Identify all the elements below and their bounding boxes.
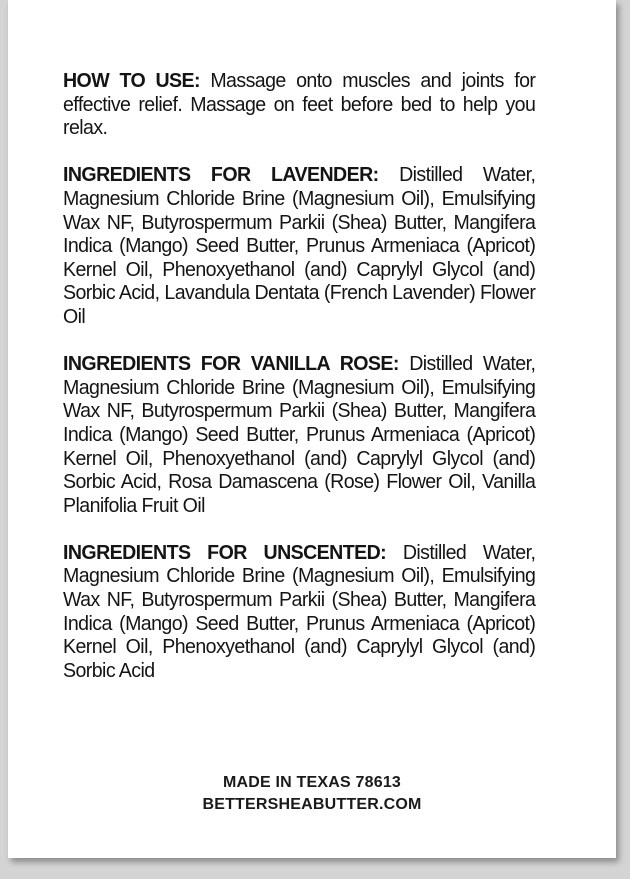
ingredients-vanilla-rose-section	[63, 353, 535, 518]
ingredients-unscented-section	[63, 542, 535, 684]
ingredients-lavender-text: Distilled Water, Magnesium Chloride Brine (Magnesium Oil), Emulsifying Wax NF, Butyrospermum Parkii (Shea) Butter, Mangifera Indica (Mango) Seed Butter, Prunus Armeniaca (Apricot) Kernel Oil, Phenoxyethanol (and) Caprylyl Glycol (and) Sorbic Acid, Lavandula Dentata (French Lavender) Flower Oil	[63, 164, 536, 328]
how-to-use-section	[63, 70, 535, 141]
ingredients-vanilla-rose-text: Distilled Water, Magnesium Chloride Brine (Magnesium Oil), Emulsifying Wax NF, Butyrospermum Parkii (Shea) Butter, Mangifera Indica (Mango) Seed Butter, Prunus Armeniaca (Apricot) Kernel Oil, Phenoxyethanol (and) Caprylyl Glycol (and) Sorbic Acid, Rosa Damascena (Rose) Flower Oil, Vanilla Planifolia Fruit Oil	[63, 353, 536, 517]
website-text: BETTERSHEABUTTER.COM	[202, 796, 422, 813]
ingredients-vanilla-rose-heading: INGREDIENTS FOR VANILLA ROSE:	[63, 353, 399, 376]
how-to-use-heading: HOW TO USE:	[63, 70, 200, 92]
label-body	[63, 70, 535, 683]
ingredients-lavender-section	[63, 164, 535, 329]
how-to-use-text: Massage onto muscles and joints for effective relief. Massage on feet before bed to help you relax.	[63, 70, 536, 140]
ingredients-lavender-heading: INGREDIENTS FOR LAVENDER:	[63, 164, 379, 187]
label-footer	[8, 772, 616, 816]
ingredients-unscented-heading: INGREDIENTS FOR UNSCENTED:	[63, 541, 387, 564]
ingredients-unscented-text: Distilled Water, Magnesium Chloride Brine (Magnesium Oil), Emulsifying Wax NF, Butyrospermum Parkii (Shea) Butter, Mangifera Indica (Mango) Seed Butter, Prunus Armeniaca (Apricot) Kernel Oil, Phenoxyethanol (and) Caprylyl Glycol (and) Sorbic Acid	[63, 541, 536, 682]
made-in-text: MADE IN TEXAS 78613	[222, 774, 402, 791]
